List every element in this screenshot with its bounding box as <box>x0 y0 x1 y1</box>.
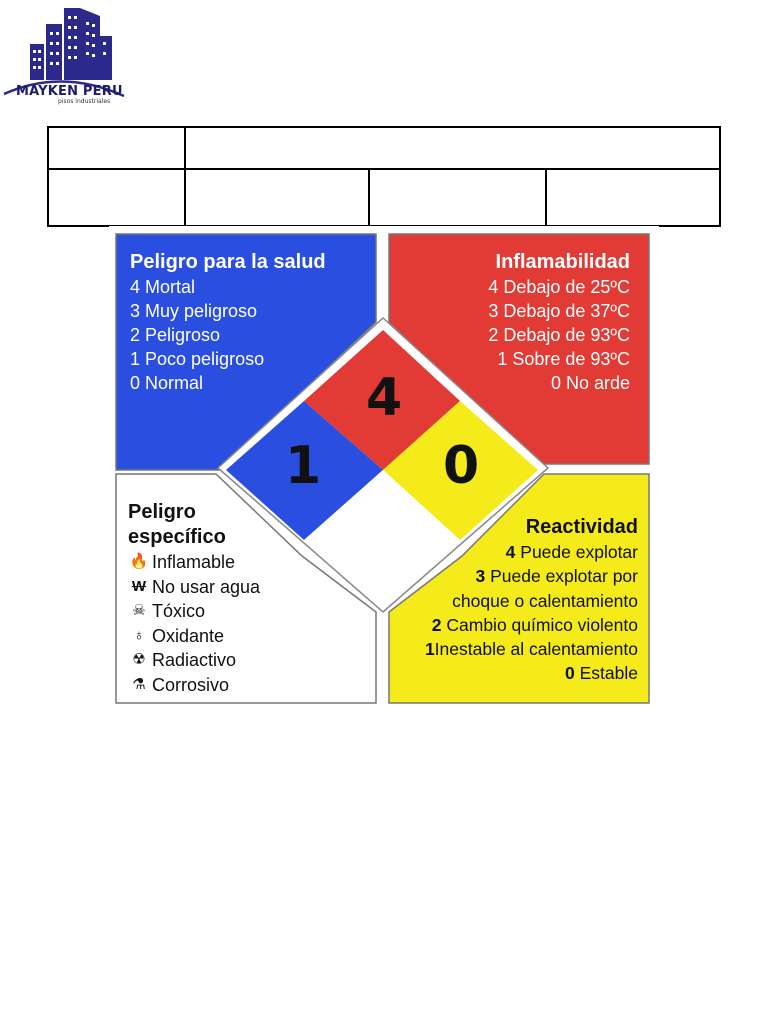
special-item-label: Inflamable <box>152 552 236 572</box>
reactivity-level: 2 <box>431 614 442 635</box>
logo-company-name: MAYKEN PERU <box>16 84 123 99</box>
special-title-line2: específico <box>128 526 226 548</box>
reactivity-text: Cambio químico violento <box>446 614 638 635</box>
reactivity-rating: 0 <box>443 436 480 496</box>
special-item <box>128 673 260 698</box>
header-table <box>47 126 721 227</box>
table-cell <box>185 169 369 226</box>
health-line: 4 Mortal <box>130 277 196 297</box>
reactivity-text: Puede explotar <box>520 542 638 562</box>
flammability-rating: 4 <box>366 368 403 428</box>
flammability-title: Inflamabilidad <box>495 251 630 273</box>
special-item <box>128 575 260 600</box>
special-item <box>128 599 260 624</box>
logo-tagline: pisos industriales <box>58 98 111 105</box>
special-item <box>128 648 260 673</box>
reactivity-text: Inestable al calentamiento <box>434 639 638 660</box>
flammability-line: 4 Debajo de 25ºC <box>488 277 630 297</box>
flammability-line: 0 No arde <box>550 373 630 393</box>
reactivity-level: 1 <box>424 639 435 660</box>
flame-icon: 🔥 <box>129 553 149 570</box>
table-cell <box>185 127 720 169</box>
reactivity-level: 4 <box>505 542 516 562</box>
reactivity-level: 0 <box>565 663 575 684</box>
special-legend <box>128 500 260 697</box>
reactivity-level: 3 <box>475 566 486 587</box>
reactivity-text: Puede explotar por <box>490 566 638 587</box>
table-cell <box>48 169 185 226</box>
company-logo <box>2 2 126 106</box>
health-line: 1 Poco peligroso <box>130 349 265 369</box>
special-item-label: Corrosivo <box>152 674 230 695</box>
reactivity-line <box>425 613 638 637</box>
flammability-line: 2 Debajo de 93ºC <box>488 325 630 345</box>
table-cell <box>48 127 185 169</box>
table-cell <box>546 169 720 226</box>
special-item <box>128 624 260 649</box>
special-item-label: Oxidante <box>152 625 225 646</box>
flammability-line: 1 Sobre de 93ºC <box>497 349 630 369</box>
reactivity-title: Reactividad <box>525 516 638 538</box>
reactivity-line <box>425 637 638 661</box>
special-item-label: Radiactivo <box>152 650 237 670</box>
special-item-label: Tóxico <box>152 601 206 621</box>
health-line: 2 Peligroso <box>130 325 221 345</box>
oxidizer-icon: ♁ <box>133 626 145 644</box>
health-rating: 1 <box>285 436 322 496</box>
special-title-line1: Peligro <box>128 501 196 523</box>
flammability-line: 3 Debajo de 37ºC <box>488 301 630 321</box>
reactivity-line <box>425 540 638 564</box>
reactivity-legend <box>425 514 638 686</box>
health-line: 0 Normal <box>130 373 204 393</box>
health-legend <box>130 249 326 395</box>
no-water-icon: W <box>131 577 147 595</box>
corrosive-icon: ⚗ <box>132 675 146 693</box>
table-cell <box>369 169 546 226</box>
reactivity-text: Estable <box>579 663 638 684</box>
special-item <box>128 550 260 575</box>
skull-icon: ☠ <box>132 602 146 619</box>
special-item-label: No usar agua <box>152 576 261 597</box>
health-title: Peligro para la salud <box>130 251 326 273</box>
reactivity-line <box>425 564 638 588</box>
health-line: 3 Muy peligroso <box>130 301 258 321</box>
radioactive-icon: ☢ <box>132 651 146 668</box>
reactivity-line <box>425 661 638 685</box>
flammability-legend <box>488 249 630 395</box>
reactivity-line <box>425 589 638 613</box>
reactivity-text: choque o calentamiento <box>452 590 638 611</box>
